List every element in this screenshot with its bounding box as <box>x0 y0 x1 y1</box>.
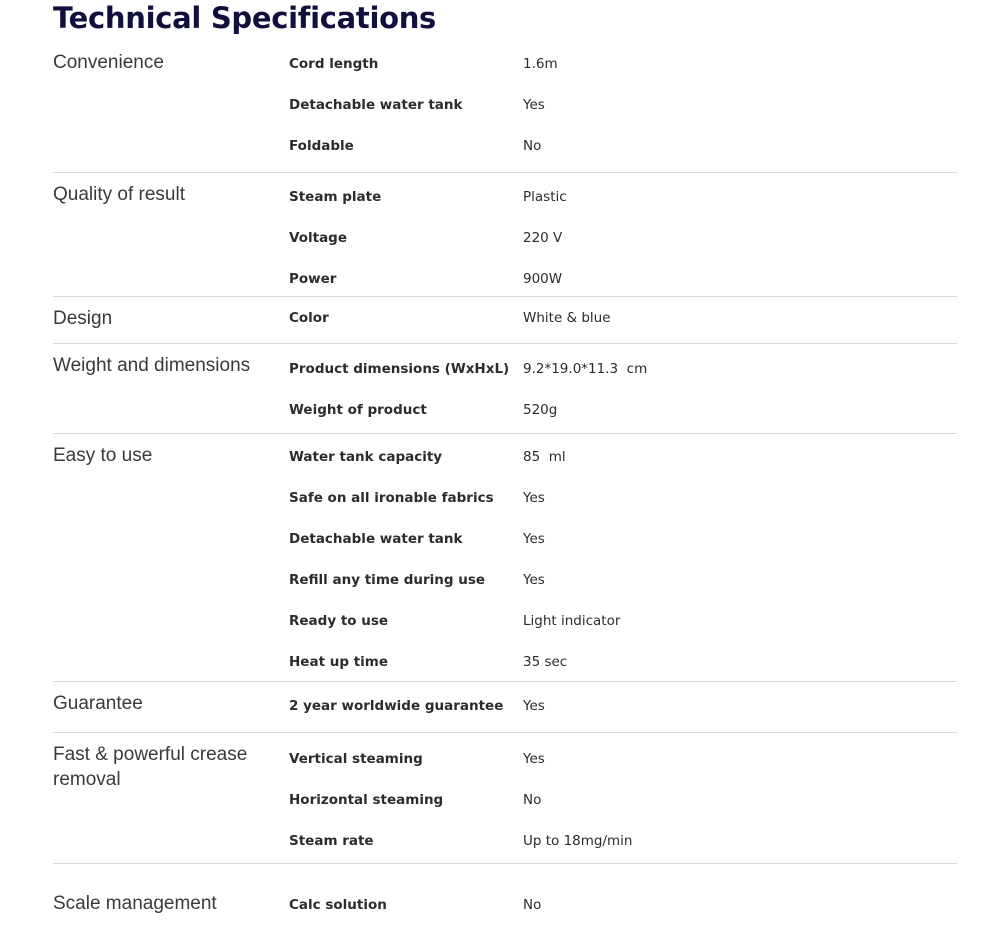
spec-value: No <box>523 791 542 808</box>
spec-value: 9.2*19.0*11.3 cm <box>523 360 648 377</box>
spec-label: Refill any time during use <box>289 571 486 588</box>
spec-row <box>289 685 957 726</box>
spec-row <box>289 820 957 861</box>
spec-row <box>289 297 957 338</box>
spec-label: Steam plate <box>289 188 382 205</box>
section-quality-of-result <box>53 173 957 297</box>
section-scale-management <box>53 864 957 930</box>
spec-value: Plastic <box>523 188 567 205</box>
spec-row <box>289 258 957 299</box>
spec-value: Light indicator <box>523 612 621 629</box>
section-title: Weight and dimensions <box>53 355 251 376</box>
spec-label: 2 year worldwide guarantee <box>289 697 504 714</box>
section-title: Easy to use <box>53 445 153 466</box>
specifications-table <box>53 41 957 930</box>
spec-value: 220 V <box>523 229 563 246</box>
spec-row <box>289 600 957 641</box>
spec-label: Detachable water tank <box>289 96 463 113</box>
spec-row <box>289 176 957 217</box>
spec-label: Weight of product <box>289 401 427 418</box>
section-easy-to-use <box>53 434 957 682</box>
section-title: Guarantee <box>53 693 143 714</box>
spec-value: Yes <box>523 489 545 506</box>
section-title: Fast & powerful crease removal <box>53 744 248 790</box>
spec-label: Power <box>289 270 337 287</box>
spec-value: Yes <box>523 96 545 113</box>
spec-row <box>289 559 957 600</box>
section-design <box>53 297 957 344</box>
spec-label: Product dimensions (WxHxL) <box>289 360 510 377</box>
spec-label: Heat up time <box>289 653 388 670</box>
spec-row <box>289 217 957 258</box>
section-guarantee <box>53 682 957 733</box>
section-title: Convenience <box>53 52 164 73</box>
spec-value: Yes <box>523 750 545 767</box>
spec-value: Yes <box>523 530 545 547</box>
spec-label: Cord length <box>289 55 379 72</box>
spec-value: No <box>523 896 542 913</box>
spec-value: 900W <box>523 270 563 287</box>
spec-label: Detachable water tank <box>289 530 463 547</box>
spec-row <box>289 348 957 389</box>
spec-value: 85 ml <box>523 448 566 465</box>
section-crease-removal <box>53 733 957 864</box>
spec-label: Steam rate <box>289 832 374 849</box>
spec-label: Ready to use <box>289 612 389 629</box>
spec-row <box>289 389 957 430</box>
section-weight-and-dimensions <box>53 344 957 434</box>
spec-row <box>289 436 957 477</box>
spec-value: White & blue <box>523 309 611 326</box>
spec-value: 520g <box>523 401 558 418</box>
spec-row <box>289 884 957 925</box>
spec-label: Water tank capacity <box>289 448 443 465</box>
spec-row <box>289 477 957 518</box>
spec-value: 1.6m <box>523 55 558 72</box>
section-title: Scale management <box>53 893 217 914</box>
spec-row <box>289 43 957 84</box>
section-title: Quality of result <box>53 184 185 205</box>
spec-label: Safe on all ironable fabrics <box>289 489 494 506</box>
spec-row <box>289 779 957 820</box>
spec-value: Yes <box>523 697 545 714</box>
spec-value: 35 sec <box>523 653 568 670</box>
spec-row <box>289 84 957 125</box>
spec-value: Yes <box>523 571 545 588</box>
spec-value: No <box>523 137 542 154</box>
page-title: Technical Specifications <box>53 1 437 35</box>
spec-label: Voltage <box>289 229 347 246</box>
spec-label: Color <box>289 309 329 326</box>
spec-row <box>289 738 957 779</box>
spec-label: Calc solution <box>289 896 387 913</box>
spec-value: Up to 18mg/min <box>523 832 633 849</box>
spec-row <box>289 518 957 559</box>
spec-row <box>289 641 957 682</box>
section-title: Design <box>53 308 113 329</box>
spec-label: Horizontal steaming <box>289 791 444 808</box>
spec-label: Foldable <box>289 137 354 154</box>
spec-label: Vertical steaming <box>289 750 423 767</box>
spec-row <box>289 125 957 166</box>
section-convenience <box>53 41 957 173</box>
